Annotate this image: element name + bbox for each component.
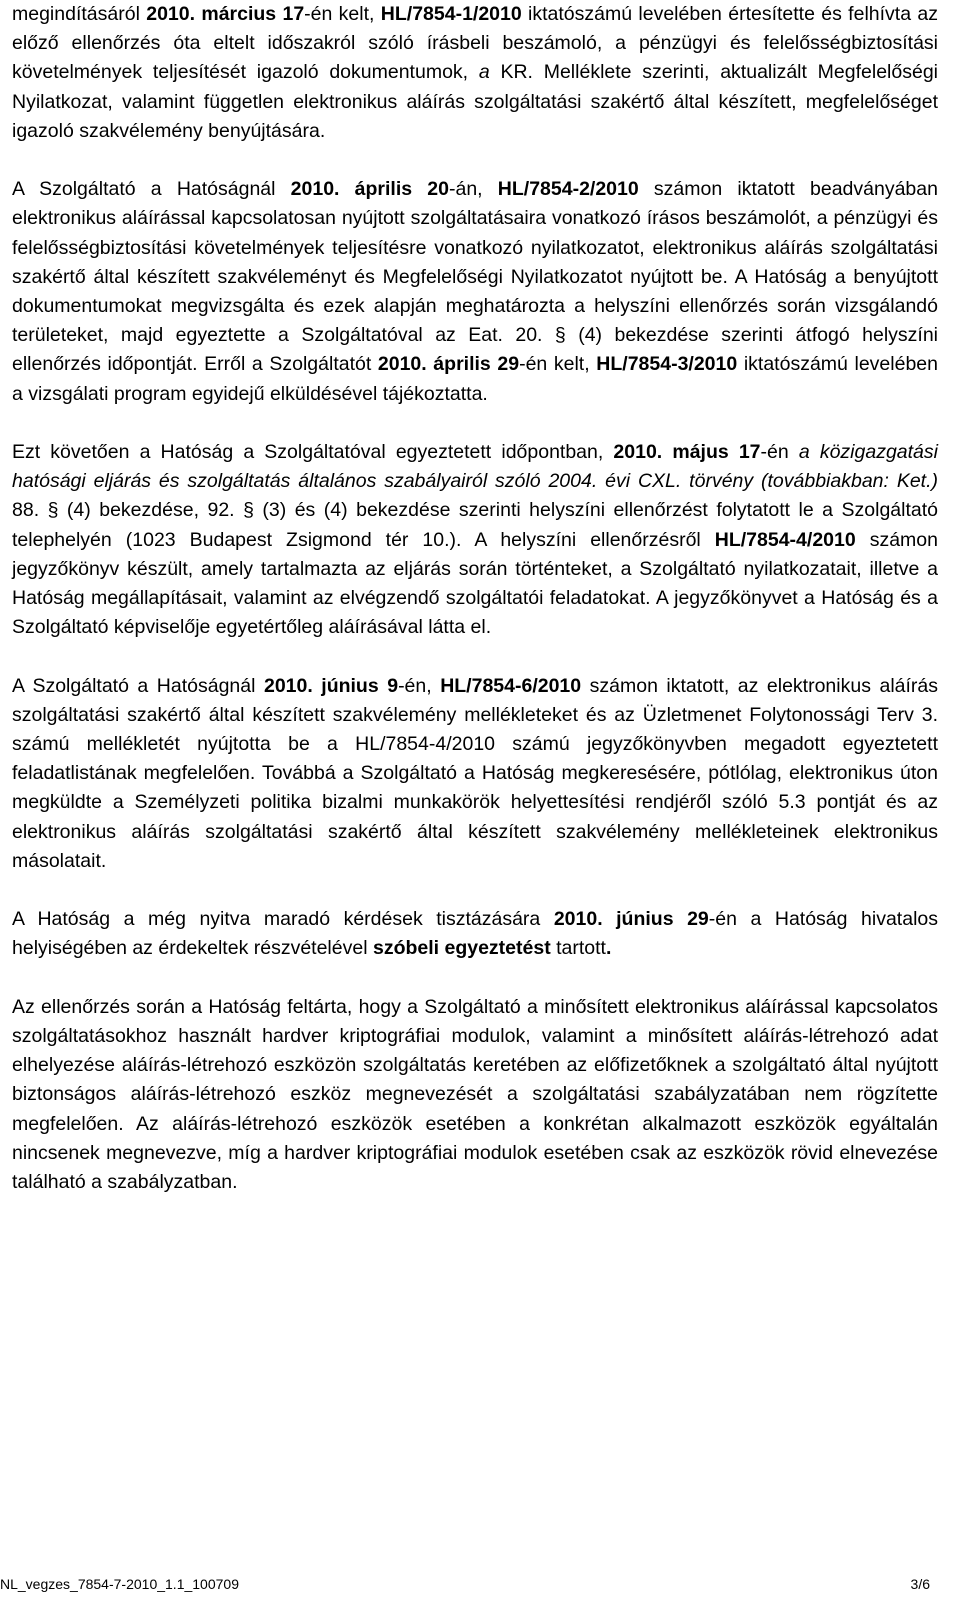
paragraph — [12, 0, 938, 146]
bold-text-segment: szóbeli egyeztetést — [372, 937, 551, 960]
bold-text-segment: 2010. május 17 — [613, 441, 761, 464]
text-segment: Az ellenőrzés során a Hatóság feltárta, hogy a Szolgáltató a minősített elektronikus aláírással kapcsolatos szolgáltatásokhoz használt hardver kriptográfiai modulok, valamint a minősített aláírás-létrehozó adat elhelyezése aláírás-létrehozó eszközön szolgáltatás keretében az előfizetőknek a szolgáltató által nyújtott biztonságos aláírás-létrehozó eszköz megnevezését a szolgáltatási szabályzatában nem rögzítette megfelelően. Az aláírás-létrehozó eszközök esetében a konkrétan alkalmazott eszközök egyáltalán nincsenek megnevezve, míg a hardver kriptográfiai modulok esetében csak az eszközök rövid elnevezése található a szabályzatban. — [12, 995, 938, 1194]
text-segment: tartott — [550, 937, 606, 960]
text-segment: számon iktatott, az elektronikus aláírás szolgáltatási szakértő által készített szakvélemény mellékleteket és az Üzletmenet Folytonossági Terv 3. számú mellékletét nyújtotta be a HL/7854-4/2010 számú jegyzőkönyvben megadott egyeztetett feladatlistának megfelelően. Továbbá a Szolgáltató a Hatóság megkeresésére, pótlólag, elektronikus úton megküldte a Személyzeti politika bizalmi munkakörök helyettesítési rendjéről szóló 5.3 pontját és az elektronikus aláírás szolgáltatási szakértő által készített szakvélemény mellékleteinek elektronikus másolatait. — [12, 674, 938, 872]
text-segment: számon iktatott beadványában elektronikus aláírással kapcsolatosan nyújtott szolgáltatásaira vonatkozó írásos beszámolót, a pénzügyi és felelősségbiztosítási követelmények teljesítésre vonatkozó nyilatkozatot, elektronikus aláírás szolgáltatási szakértő által készített szakvéleményt és Megfelelőségi Nyilatkozatot nyújtott be. A Hatóság a benyújtott dokumentumokat megvizsgálta és ezek alapján meghatározta a helyszíni ellenőrzés során vizsgálandó területeket, majd egyeztette a Szolgáltatóval az Eat. 20. § (4) bekezdése szerinti átfogó helyszíni ellenőrzés időpontját. Erről a Szolgáltatót — [12, 178, 938, 376]
bold-text-segment: HL/7854-2/2010 — [497, 178, 639, 201]
bold-text-segment: HL/7854-6/2010 — [440, 674, 582, 697]
document-body — [12, 0, 938, 1226]
text-segment: megindításáról — [12, 3, 147, 25]
italic-text-segment: a közigazgatási hatósági eljárás és szolgáltatás általános szabályairól szóló 2004. évi CXL. törvény (továbbiakban: Ket.) — [12, 441, 938, 493]
paragraph — [12, 993, 938, 1197]
bold-text-segment: HL/7854-3/2010 — [596, 353, 738, 376]
italic-text-segment: a — [478, 61, 490, 84]
text-segment: -án, — [448, 178, 498, 201]
paragraph — [12, 905, 938, 963]
text-segment: -én kelt, — [519, 353, 597, 376]
text-segment: 88. § (4) bekezdése, 92. § (3) és (4) bekezdése szerinti helyszíni ellenőrzést folytatott le a Szolgáltató telephelyén (1023 Budapest Zsigmond tér 10.). A helyszíni ellenőrzésről — [12, 499, 938, 551]
page-footer — [0, 1574, 930, 1594]
text-segment: A Hatóság a még nyitva maradó kérdések tisztázására — [12, 908, 554, 931]
bold-text-segment: 2010. március 17 — [146, 3, 305, 25]
text-segment: Ezt követően a Hatóság a Szolgáltatóval egyeztetett időpontban, — [12, 441, 614, 464]
paragraph — [12, 672, 938, 876]
text-segment: -én — [760, 441, 799, 464]
footer-page-number: 3/6 — [910, 1576, 930, 1592]
bold-text-segment: HL/7854-4/2010 — [714, 528, 856, 551]
text-segment: iktatószámú levelében a vizsgálati program egyidejű elküldésével tájékoztatta. — [12, 353, 938, 405]
text-segment: A Szolgáltató a Hatóságnál — [12, 178, 291, 201]
text-segment: A Szolgáltató a Hatóságnál — [12, 674, 264, 697]
text-segment: -én, — [398, 674, 441, 697]
bold-text-segment: 2010. április 20 — [290, 178, 449, 201]
bold-text-segment: 2010. április 29 — [377, 353, 520, 376]
text-segment: -én kelt, — [304, 3, 381, 25]
bold-text-segment: . — [605, 937, 612, 960]
paragraph — [12, 438, 938, 642]
text-segment: KR. Melléklete szerinti, aktualizált Megfelelőségi Nyilatkozat, valamint független elektronikus aláírás szolgáltatási szakértő által készített, megfelelőséget igazoló szakvélemény benyújtására. — [12, 61, 938, 142]
bold-text-segment: HL/7854-1/2010 — [380, 3, 522, 25]
text-segment: -én a Hatóság hivatalos helyiségében az érdekeltek részvételével — [12, 908, 938, 960]
text-segment: iktatószámú levelében értesítette és felhívta az előző ellenőrzés óta eltelt időszakról szóló írásbeli beszámoló, a pénzügyi és felelősségbiztosítási követelmények teljesítését igazoló dokumentumok, — [12, 3, 938, 84]
text-segment: számon jegyzőkönyv készült, amely tartalmazta az eljárás során történteket, a Szolgáltató nyilatkozatait, illetve a Hatóság megállapításait, valamint az elvégzendő szolgáltatói feladatokat. A jegyzőkönyvet a Hatóság és a Szolgáltató képviselője egyetértőleg aláírásával látta el. — [12, 528, 938, 639]
bold-text-segment: 2010. június 9 — [263, 674, 399, 697]
footer-document-id: NL_vegzes_7854-7-2010_1.1_100709 — [0, 1576, 239, 1592]
bold-text-segment: 2010. június 29 — [553, 908, 709, 931]
paragraph — [12, 175, 938, 409]
